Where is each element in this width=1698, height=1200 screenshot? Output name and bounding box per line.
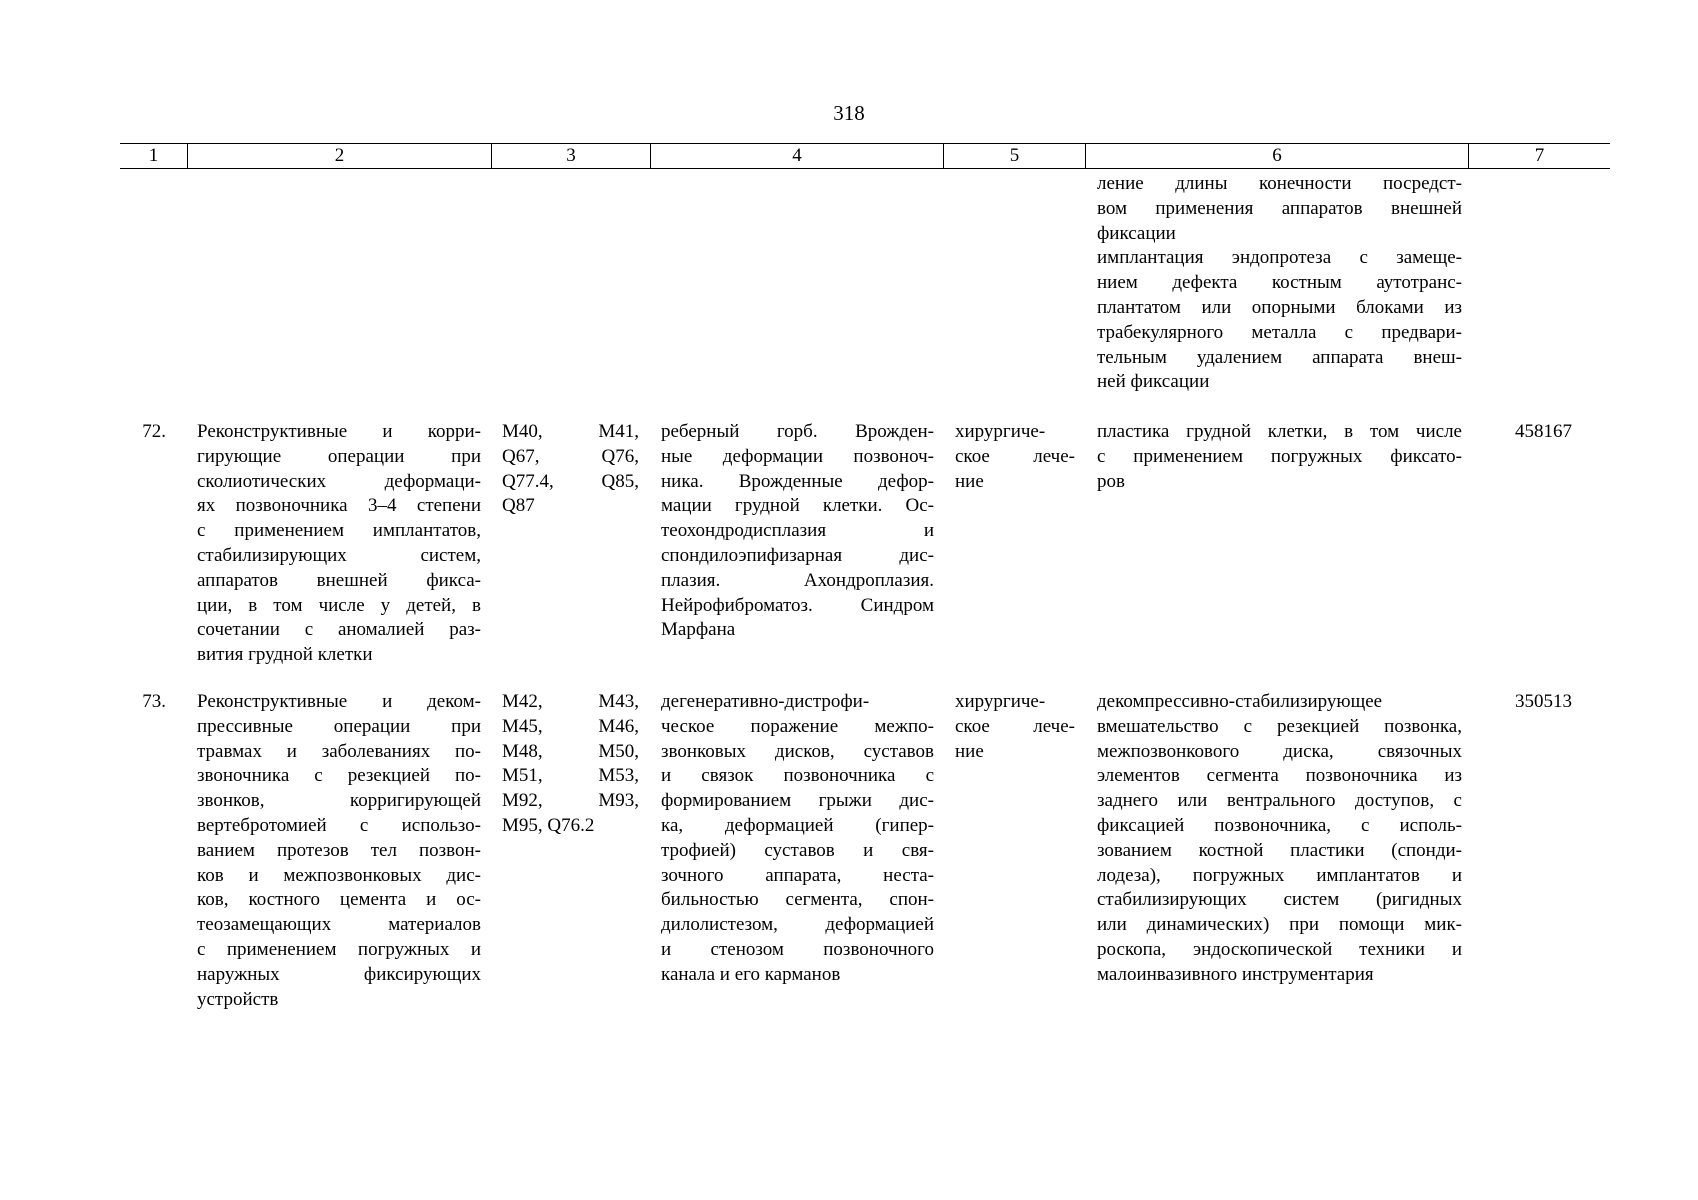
text-line: ков и межпозвонковых дис- (197, 864, 481, 886)
icd-codes-cell (502, 420, 639, 519)
code-line (502, 445, 639, 470)
icd-code: M42, (502, 691, 543, 712)
text-line: или динамических) при помощи мик- (1097, 914, 1462, 936)
text-line: с применением имплантатов, (197, 520, 481, 542)
icd-code: Q87 (502, 495, 535, 517)
text-line: зованием костной пластики (спонди- (1097, 839, 1462, 861)
icd-code: Q67, (502, 445, 540, 467)
intervention-name-cell (197, 420, 481, 668)
code-line (502, 470, 639, 495)
text-line: ческое поражение межпо- (661, 715, 934, 737)
text-line: Марфана (661, 619, 736, 641)
text-line: и связок позвоночника с (661, 765, 934, 787)
text-line: прессивные операции при (197, 715, 481, 737)
text-line: формированием грыжи дис- (661, 790, 934, 812)
text-line: ции, в том числе у детей, в (197, 594, 481, 616)
text-line: ние (955, 470, 984, 492)
text-line: вмешательство с резекцией позвонка, (1097, 715, 1462, 737)
code-line (502, 789, 639, 814)
text-line: ника. Врожденные дефор- (661, 470, 934, 492)
header-col-5: 5 (943, 144, 1085, 168)
page-number: 318 (833, 101, 865, 125)
code-line (502, 420, 639, 445)
text-line: ров (1097, 470, 1125, 492)
text-line: ние (955, 740, 984, 762)
text-line: и стенозом позвоночного (661, 938, 934, 960)
text-line: декомпрессивно-стабилизирующее (1097, 691, 1383, 712)
header-col-2: 2 (187, 144, 491, 168)
code-line (502, 690, 639, 715)
text-line: элементов сегмента позвоночника из (1097, 765, 1462, 787)
icd-code: M43, (598, 691, 639, 712)
text-line: ные деформации позвоноч- (661, 445, 934, 467)
header-col-4: 4 (650, 144, 943, 168)
text-line: Реконструктивные и корри- (197, 421, 481, 442)
icd-code: Q85, (601, 470, 639, 492)
text-line: вом применения аппаратов внешней (1097, 197, 1462, 219)
icd-code: M50, (598, 740, 639, 762)
header-col-3: 3 (491, 144, 650, 168)
text-line: нием дефекта костным аутотранс- (1097, 272, 1462, 294)
text-line: с применением погружных фиксато- (1097, 445, 1462, 467)
text-line: трабекулярного металла с предвари- (1097, 321, 1462, 343)
text-line: тельным удалением аппарата внеш- (1097, 346, 1462, 368)
header-col-6: 6 (1085, 144, 1468, 168)
text-line: звоночника с резекцией по- (197, 765, 481, 787)
code-line (502, 494, 639, 519)
text-line: спондилоэпифизарная дис- (661, 544, 934, 566)
text-line: роскопа, эндоскопической техники и (1097, 938, 1462, 960)
text-line: ков, костного цемента и ос- (197, 889, 481, 911)
text-line: Реконструктивные и деком- (197, 691, 481, 712)
text-line: имплантация эндопротеза с замеще- (1097, 247, 1462, 269)
treatment-type-cell (955, 690, 1075, 764)
icd-codes-cell (502, 690, 639, 839)
icd-code: Q76, (601, 445, 639, 467)
text-line: звонковых дисков, суставов (661, 740, 934, 762)
text-line: стабилизирующих систем (ригидных (1097, 889, 1462, 911)
text-line: ях позвоночника 3–4 степени (197, 495, 481, 517)
code-line (502, 814, 639, 839)
text-line: дегенеративно-дистрофи- (661, 691, 870, 712)
icd-code: M40, (502, 421, 543, 442)
text-line: ление длины конечности посредст- (1097, 173, 1462, 194)
treatment-type-cell (955, 420, 1075, 494)
text-line: теохондродисплазия и (661, 520, 934, 542)
icd-code: M51, (502, 765, 543, 787)
text-line: устройств (197, 988, 279, 1010)
icd-code: M95, Q76.2 (502, 814, 595, 836)
cost-value: 458167 (1515, 421, 1572, 442)
icd-code: M45, (502, 715, 543, 737)
text-line: ка, деформацией (гипер- (661, 814, 934, 836)
text-line: дилолистезом, деформацией (661, 914, 934, 936)
icd-code: M93, (598, 790, 639, 812)
text-line: заднего или вентрального доступов, с (1097, 790, 1462, 812)
treatment-method-cell (1097, 420, 1462, 494)
text-line: сколиотических деформаци- (197, 470, 481, 492)
text-line: пластика грудной клетки, в том числе (1097, 421, 1462, 442)
text-line: ское лече- (955, 445, 1075, 467)
text-line: фиксацией позвоночника, с исполь- (1097, 814, 1462, 836)
text-line: ней фиксации (1097, 371, 1210, 393)
text-line: хирургиче- (955, 691, 1046, 712)
cost-value: 350513 (1515, 691, 1572, 712)
text-line: трофией) суставов и свя- (661, 839, 934, 861)
text-line: межпозвонкового диска, связочных (1097, 740, 1462, 762)
text-line: мации грудной клетки. Ос- (661, 495, 934, 517)
text-line: плантатом или опорными блоками из (1097, 296, 1462, 318)
text-line: реберный горб. Врожден- (661, 421, 934, 442)
header-col-7: 7 (1468, 144, 1610, 168)
text-line: аппаратов внешней фикса- (197, 569, 481, 591)
icd-code: M41, (598, 421, 639, 442)
text-line: сочетании с аномалией раз- (197, 619, 481, 641)
intervention-name-cell (197, 690, 481, 1012)
row-number: 72. (142, 421, 166, 442)
icd-code: M46, (598, 715, 639, 737)
text-line: травмах и заболеваниях по- (197, 740, 481, 762)
text-line: бильностью сегмента, спон- (661, 889, 934, 911)
treatment-method-cell (1097, 690, 1462, 988)
icd-code: M92, (502, 790, 543, 812)
code-line (502, 764, 639, 789)
code-line (502, 715, 639, 740)
text-line: Нейрофиброматоз. Синдром (661, 594, 934, 616)
text-line: лодеза), погружных имплантатов и (1097, 864, 1462, 886)
row-number: 73. (142, 691, 166, 712)
text-line: стабилизирующих систем, (197, 544, 481, 566)
text-line: малоинвазивного инструментария (1097, 963, 1374, 985)
text-line: с применением погружных и (197, 938, 481, 960)
table-header (120, 143, 1610, 169)
icd-code: Q77.4, (502, 470, 554, 492)
text-line: вития грудной клетки (197, 644, 373, 666)
text-line: вертебротомией с использо- (197, 814, 481, 836)
text-line: звонков, корригирующей (197, 790, 481, 812)
header-col-1: 1 (148, 145, 159, 166)
icd-code: M53, (598, 765, 639, 787)
text-line: хирургиче- (955, 421, 1046, 442)
code-line (502, 740, 639, 765)
text-line: ское лече- (955, 715, 1075, 737)
text-line: зочного аппарата, неста- (661, 864, 934, 886)
text-line: гирующие операции при (197, 445, 481, 467)
text-line: теозамещающих материалов (197, 914, 481, 936)
text-line: наружных фиксирующих (197, 963, 481, 985)
text-line: фиксации (1097, 222, 1176, 244)
patient-model-cell (661, 690, 934, 988)
patient-model-cell (661, 420, 934, 643)
continuation-method-cell (1097, 172, 1462, 395)
text-line: канала и его карманов (661, 963, 841, 985)
text-line: плазия. Ахондроплазия. (661, 569, 934, 591)
icd-code: M48, (502, 740, 543, 762)
text-line: ванием протезов тел позвон- (197, 839, 481, 861)
